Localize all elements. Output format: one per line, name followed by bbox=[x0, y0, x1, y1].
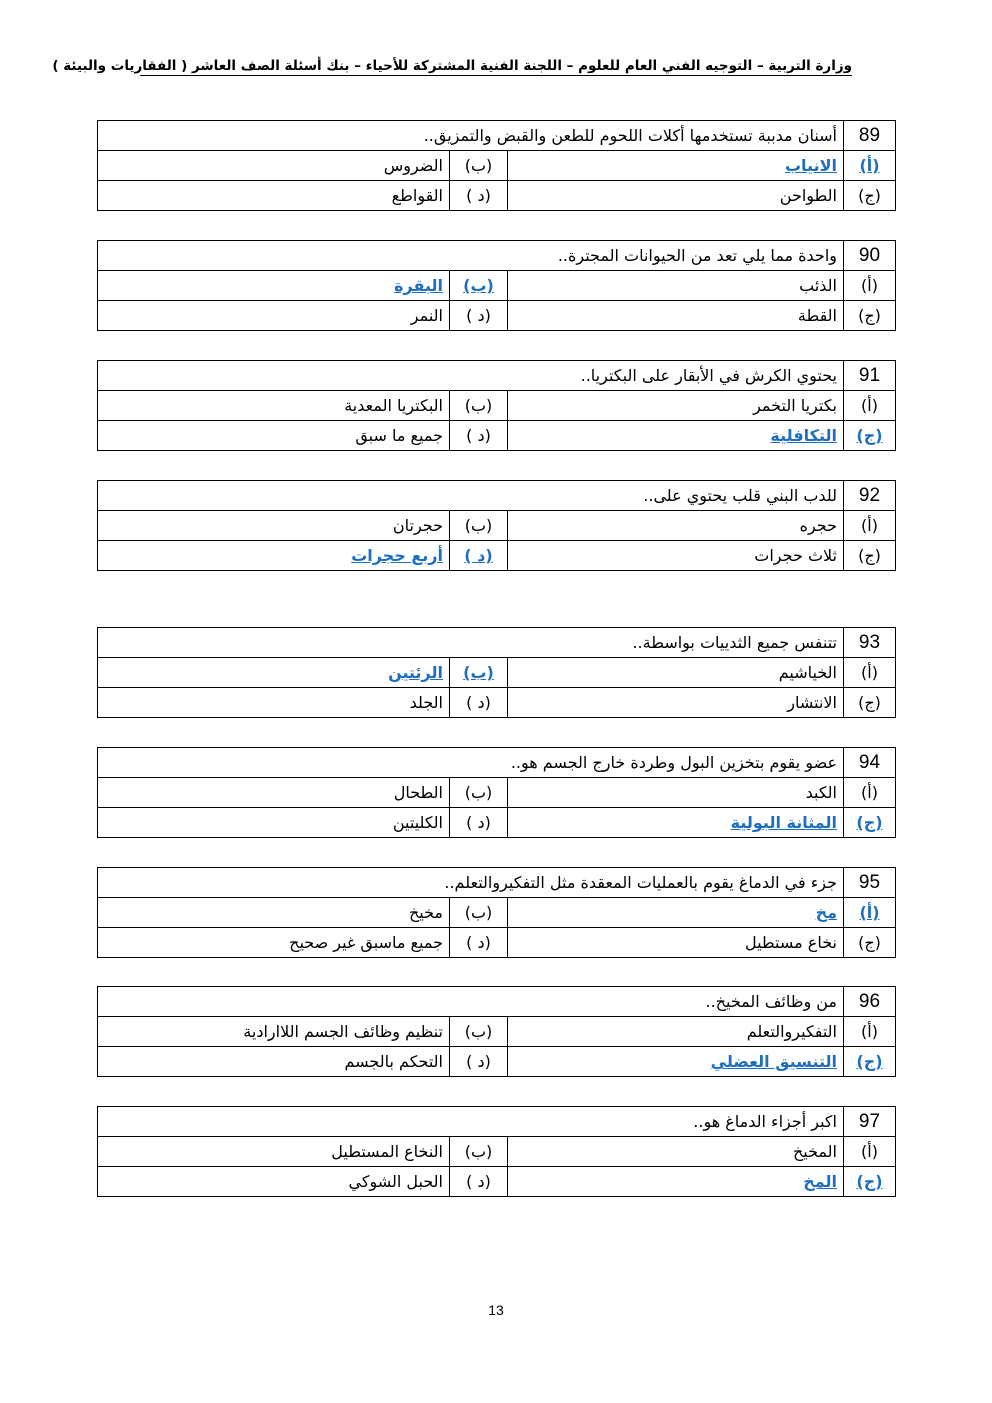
option-a-text: بكتريا التخمر bbox=[508, 391, 844, 421]
question-92 bbox=[97, 480, 896, 571]
question-text: للدب البني قلب يحتوي على.. bbox=[98, 481, 844, 511]
option-d-text: جميع ما سبق bbox=[98, 421, 450, 451]
option-a-letter: (أ) bbox=[844, 391, 896, 421]
option-c-letter: (ج) bbox=[844, 928, 896, 958]
question-number: 91 bbox=[844, 361, 896, 391]
question-text: جزء في الدماغ يقوم بالعمليات المعقدة مثل التفكيروالتعلم.. bbox=[98, 868, 844, 898]
option-c-text: القطة bbox=[508, 301, 844, 331]
option-a-text: الانياب bbox=[508, 151, 844, 181]
question-number: 93 bbox=[844, 628, 896, 658]
question-text: واحدة مما يلي تعد من الحيوانات المجترة.. bbox=[98, 241, 844, 271]
question-text: من وظائف المخيخ.. bbox=[98, 987, 844, 1017]
question-number: 95 bbox=[844, 868, 896, 898]
option-d-letter: (د ) bbox=[450, 301, 508, 331]
option-d-letter: (د ) bbox=[450, 928, 508, 958]
option-c-letter: (ج) bbox=[844, 541, 896, 571]
option-d-text: جميع ماسبق غير صحيح bbox=[98, 928, 450, 958]
option-c-text: نخاع مستطيل bbox=[508, 928, 844, 958]
option-c-letter: (ج) bbox=[844, 808, 896, 838]
option-b-letter: (ب) bbox=[450, 658, 508, 688]
option-b-text: الضروس bbox=[98, 151, 450, 181]
option-b-letter: (ب) bbox=[450, 511, 508, 541]
option-c-letter: (ج) bbox=[844, 1167, 896, 1197]
option-a-letter: (أ) bbox=[844, 1137, 896, 1167]
option-b-text: النخاع المستطيل bbox=[98, 1137, 450, 1167]
question-text: تتنفس جميع الثدييات بواسطة.. bbox=[98, 628, 844, 658]
option-a-text: الكبد bbox=[508, 778, 844, 808]
question-number: 94 bbox=[844, 748, 896, 778]
question-89 bbox=[97, 120, 896, 211]
question-97 bbox=[97, 1106, 896, 1197]
option-d-text: النمر bbox=[98, 301, 450, 331]
question-93 bbox=[97, 627, 896, 718]
option-d-text: التحكم بالجسم bbox=[98, 1047, 450, 1077]
option-a-text: الذئب bbox=[508, 271, 844, 301]
option-c-letter: (ج) bbox=[844, 421, 896, 451]
option-c-letter: (ج) bbox=[844, 1047, 896, 1077]
option-a-letter: (أ) bbox=[844, 271, 896, 301]
option-d-text: الحبل الشوكي bbox=[98, 1167, 450, 1197]
option-d-text: الكليتين bbox=[98, 808, 450, 838]
option-c-text: المخ bbox=[508, 1167, 844, 1197]
question-text: أسنان مدببة تستخدمها أكلات اللحوم للطعن والقبض والتمزيق.. bbox=[98, 121, 844, 151]
option-b-letter: (ب) bbox=[450, 898, 508, 928]
option-d-letter: (د ) bbox=[450, 688, 508, 718]
question-text: يحتوي الكرش في الأبقار على البكتريا.. bbox=[98, 361, 844, 391]
option-c-letter: (ج) bbox=[844, 301, 896, 331]
question-number: 96 bbox=[844, 987, 896, 1017]
option-a-text: التفكيروالتعلم bbox=[508, 1017, 844, 1047]
page-number: 13 bbox=[488, 1302, 504, 1318]
option-b-text: الطحال bbox=[98, 778, 450, 808]
option-c-text: التنسيق العضلي bbox=[508, 1047, 844, 1077]
option-b-letter: (ب) bbox=[450, 1017, 508, 1047]
option-c-text: المثانة البولية bbox=[508, 808, 844, 838]
option-c-text: ثلاث حجرات bbox=[508, 541, 844, 571]
question-94 bbox=[97, 747, 896, 838]
option-a-letter: (أ) bbox=[844, 898, 896, 928]
option-b-text: البكتريا المعدية bbox=[98, 391, 450, 421]
option-d-text: القواطع bbox=[98, 181, 450, 211]
option-d-letter: (د ) bbox=[450, 808, 508, 838]
option-b-letter: (ب) bbox=[450, 778, 508, 808]
option-a-letter: (أ) bbox=[844, 511, 896, 541]
question-number: 90 bbox=[844, 241, 896, 271]
option-a-text: الخياشيم bbox=[508, 658, 844, 688]
option-d-letter: (د ) bbox=[450, 1167, 508, 1197]
option-c-text: الطواحن bbox=[508, 181, 844, 211]
option-d-letter: (د ) bbox=[450, 1047, 508, 1077]
question-text: عضو يقوم بتخزين البول وطردة خارج الجسم هو.. bbox=[98, 748, 844, 778]
option-b-letter: (ب) bbox=[450, 391, 508, 421]
option-b-text: حجرتان bbox=[98, 511, 450, 541]
option-d-letter: (د ) bbox=[450, 421, 508, 451]
question-90 bbox=[97, 240, 896, 331]
option-b-letter: (ب) bbox=[450, 151, 508, 181]
option-b-text: مخيخ bbox=[98, 898, 450, 928]
option-a-letter: (أ) bbox=[844, 151, 896, 181]
option-b-letter: (ب) bbox=[450, 271, 508, 301]
option-a-letter: (أ) bbox=[844, 1017, 896, 1047]
option-a-letter: (أ) bbox=[844, 778, 896, 808]
question-95 bbox=[97, 867, 896, 958]
option-b-text: تنظيم وظائف الجسم اللاارادية bbox=[98, 1017, 450, 1047]
question-number: 97 bbox=[844, 1107, 896, 1137]
option-d-letter: (د ) bbox=[450, 181, 508, 211]
question-number: 92 bbox=[844, 481, 896, 511]
option-b-text: الرئتين bbox=[98, 658, 450, 688]
option-a-text: مخ bbox=[508, 898, 844, 928]
option-b-text: البقرة bbox=[98, 271, 450, 301]
option-a-text: المخيخ bbox=[508, 1137, 844, 1167]
option-a-letter: (أ) bbox=[844, 658, 896, 688]
question-91 bbox=[97, 360, 896, 451]
option-c-text: الانتشار bbox=[508, 688, 844, 718]
option-d-letter: (د ) bbox=[450, 541, 508, 571]
option-d-text: أربع حجرات bbox=[98, 541, 450, 571]
option-c-letter: (ج) bbox=[844, 181, 896, 211]
option-a-text: حجره bbox=[508, 511, 844, 541]
option-c-letter: (ج) bbox=[844, 688, 896, 718]
option-b-letter: (ب) bbox=[450, 1137, 508, 1167]
question-96 bbox=[97, 986, 896, 1077]
page-header: وزارة التربية – التوجيه الفني العام للعلوم – اللجنة الفنية المشتركة للأحياء – بنك أسئلة الصف العاشر ( الفقاريات والبيئة ) bbox=[52, 58, 852, 74]
option-d-text: الجلد bbox=[98, 688, 450, 718]
option-c-text: التكافلية bbox=[508, 421, 844, 451]
question-text: اكبر أجزاء الدماغ هو.. bbox=[98, 1107, 844, 1137]
question-number: 89 bbox=[844, 121, 896, 151]
